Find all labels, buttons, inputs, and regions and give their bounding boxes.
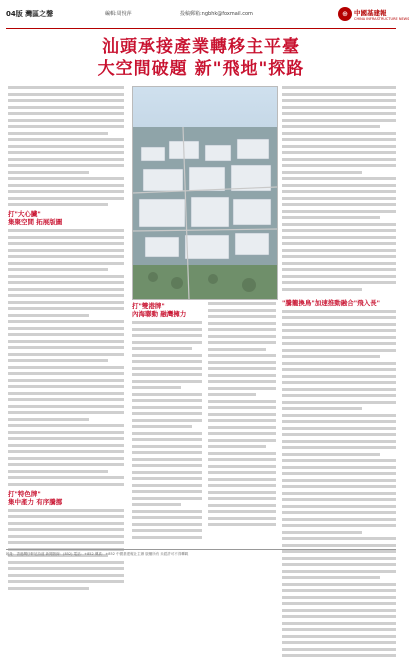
body-text (132, 321, 202, 539)
aerial-city-image (133, 87, 277, 299)
column-2b (208, 302, 276, 530)
body-text (282, 310, 396, 658)
header-rule (6, 28, 396, 29)
headline-line1: 汕頭承接產業轉移主平臺 (102, 37, 300, 57)
contact-email: 投稿郵箱:ngbhk@foxmail.com (180, 11, 253, 17)
editor-credit: 編輯:周悅萍 (105, 11, 132, 17)
body-text (8, 86, 124, 206)
body-text (208, 302, 276, 526)
industrial-park-photo (132, 86, 278, 300)
logo-emblem-icon: ⊕ (338, 7, 352, 21)
page-footer: 地址：香港灣仔軒尼詩道 新聞熱線：(852) 電話：+852 傳真：+852 中國基建報社主辦 版權所有 未經許可不得轉載 (6, 549, 396, 557)
column-3 (282, 86, 396, 661)
main-headline (0, 36, 402, 80)
subhead-2: 打"特色牌" 集中產力 有序騰挪 (8, 489, 63, 506)
subhead-1: 打"大心臟" 集聚空間 拓展版圖 (8, 210, 63, 226)
logo-subtitle: CHINA INFRASTRUCTURE NEWS (354, 17, 409, 21)
headline-line2: 大空間破題 新"飛地"探路 (97, 59, 305, 79)
column-1 (8, 86, 124, 593)
masthead (0, 0, 409, 32)
page-number: 04版 灣區之聲 (6, 10, 54, 18)
body-text (282, 86, 396, 291)
column-2 (132, 302, 202, 542)
subhead-4: "騰籠換鳥"加速推動融合"飛入長" (282, 298, 381, 307)
newspaper-logo (338, 5, 409, 25)
logo-text: 中國基建報 (354, 9, 387, 17)
subhead-3: 打"雙港牌" 內海聯動 融灣擁力 (132, 302, 187, 318)
body-text (8, 229, 124, 486)
